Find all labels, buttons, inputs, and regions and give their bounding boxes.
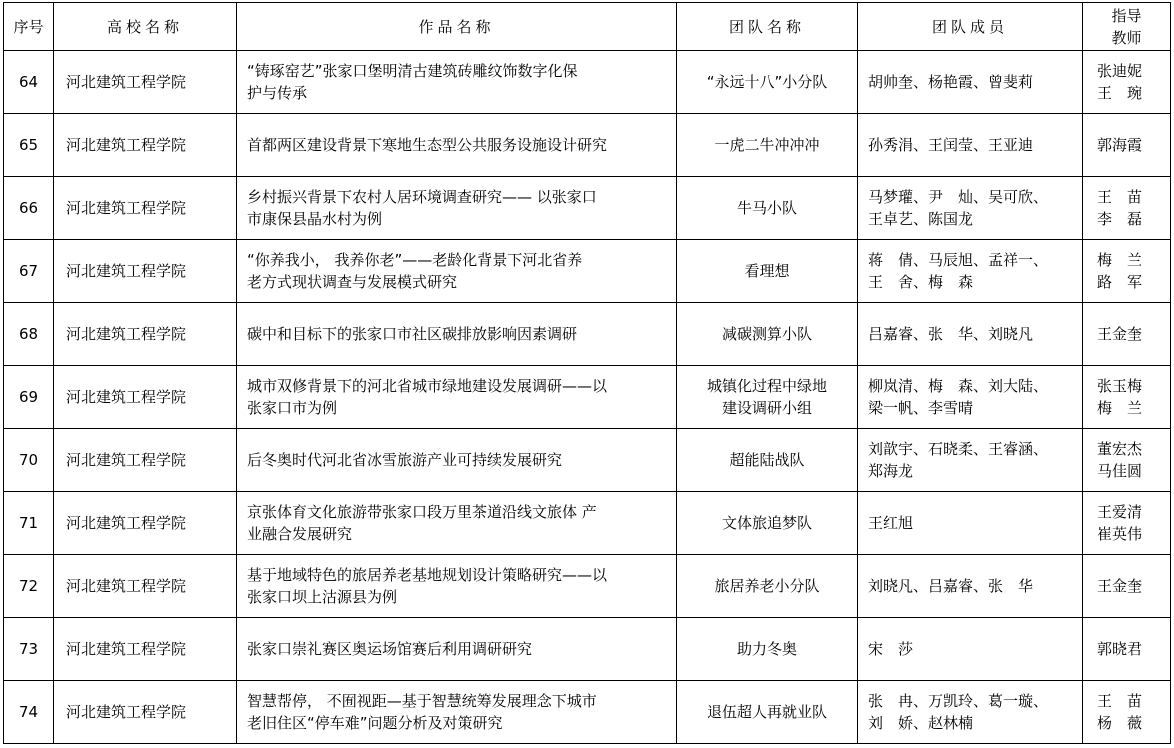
- row-team-name: [677, 177, 858, 240]
- row-work-title-line: “铸琢窑艺”张家口堡明清古建筑砖雕纹饰数字化保: [247, 62, 578, 80]
- table-row: [4, 240, 1171, 303]
- row-members: [858, 303, 1083, 366]
- row-advisor: [1083, 303, 1171, 366]
- row-advisor-line: 张迪妮: [1097, 62, 1143, 80]
- row-school: 河北建筑工程学院: [54, 177, 237, 240]
- row-num: 69: [4, 366, 54, 429]
- row-team-name: [677, 492, 858, 555]
- row-team-name-line: 旅居养老小分队: [714, 577, 820, 595]
- row-work-title: [237, 429, 677, 492]
- row-team-name: [677, 555, 858, 618]
- row-work-title: [237, 114, 677, 177]
- row-team-name-line: “永远十八”小分队: [706, 73, 828, 91]
- row-work-title-line: 老旧住区“停车难”问题分析及对策研究: [247, 714, 503, 732]
- table-row: [4, 492, 1171, 555]
- table-row: [4, 366, 1171, 429]
- row-members-line: 孙秀涓、王闰莹、王亚迪: [868, 136, 1034, 154]
- row-members: [858, 366, 1083, 429]
- row-members: [858, 681, 1083, 744]
- row-num: 71: [4, 492, 54, 555]
- row-num: 68: [4, 303, 54, 366]
- row-advisor: [1083, 177, 1171, 240]
- row-members-line: 胡帅奎、杨艳霞、曾斐莉: [868, 73, 1034, 91]
- row-advisor-line: 李 磊: [1097, 210, 1143, 228]
- row-members-line: 王红旭: [868, 514, 914, 532]
- row-members-line: 刘 娇、赵林楠: [868, 714, 974, 732]
- row-advisor-line: 王 琬: [1097, 84, 1143, 102]
- row-team-name: [677, 51, 858, 114]
- row-advisor: [1083, 618, 1171, 681]
- row-advisor-line: 路 军: [1097, 273, 1143, 291]
- row-team-name: [677, 681, 858, 744]
- header-row: [4, 3, 1171, 51]
- header-num: 序号: [4, 3, 54, 51]
- row-advisor-line: 王 苗: [1097, 188, 1143, 206]
- row-advisor: [1083, 681, 1171, 744]
- table-row: [4, 177, 1171, 240]
- row-team-name: [677, 366, 858, 429]
- row-members: [858, 618, 1083, 681]
- row-advisor-line: 张玉梅: [1097, 377, 1143, 395]
- row-work-title-line: 张家口坝上沽源县为例: [247, 588, 398, 606]
- row-work-title: [237, 492, 677, 555]
- row-team-name: [677, 303, 858, 366]
- table-row: [4, 618, 1171, 681]
- row-advisor-line: 董宏杰: [1097, 440, 1143, 458]
- row-team-name: [677, 240, 858, 303]
- row-members-line: 郑海龙: [868, 462, 914, 480]
- row-advisor-line: 王金奎: [1097, 325, 1143, 343]
- row-work-title-line: 基于地域特色的旅居养老基地规划设计策略研究——以: [247, 566, 608, 584]
- row-school: 河北建筑工程学院: [54, 240, 237, 303]
- row-school: 河北建筑工程学院: [54, 366, 237, 429]
- row-members-line: 王卓艺、陈国龙: [868, 210, 974, 228]
- row-school: 河北建筑工程学院: [54, 555, 237, 618]
- row-advisor: [1083, 240, 1171, 303]
- row-num: 72: [4, 555, 54, 618]
- row-work-title: [237, 618, 677, 681]
- row-advisor-line: 梅 兰: [1097, 399, 1143, 417]
- row-work-title: [237, 240, 677, 303]
- row-members-line: 马梦瓘、尹 灿、吴可欣、: [868, 188, 1049, 206]
- row-work-title: [237, 681, 677, 744]
- table-row: [4, 303, 1171, 366]
- row-work-title: [237, 366, 677, 429]
- row-members-line: 吕嘉睿、张 华、刘晓凡: [868, 325, 1034, 343]
- row-school: 河北建筑工程学院: [54, 51, 237, 114]
- row-team-name-line: 建设调研小组: [721, 399, 812, 417]
- row-advisor: [1083, 366, 1171, 429]
- row-members-line: 宋 莎: [868, 640, 914, 658]
- row-members-line: 刘歆宇、石晓柔、王睿涵、: [868, 440, 1049, 458]
- row-work-title-line: 城市双修背景下的河北省城市绿地建设发展调研——以: [247, 377, 608, 395]
- row-advisor-line: 王 苗: [1097, 692, 1143, 710]
- row-work-title-line: 首都两区建设背景下寒地生态型公共服务设施设计研究: [247, 136, 608, 154]
- header-team: 团队名称: [677, 3, 858, 51]
- row-work-title: [237, 177, 677, 240]
- row-num: 70: [4, 429, 54, 492]
- row-advisor-line: 杨 薇: [1097, 714, 1143, 732]
- row-members-line: 张 冉、万凯玲、葛一璇、: [868, 692, 1049, 710]
- row-school: 河北建筑工程学院: [54, 429, 237, 492]
- row-team-name: [677, 618, 858, 681]
- row-team-name: [677, 114, 858, 177]
- row-advisor: [1083, 114, 1171, 177]
- row-work-title-line: 乡村振兴背景下农村人居环境调查研究—— 以张家口: [247, 188, 597, 206]
- row-members-line: 梁一帆、李雪晴: [868, 399, 974, 417]
- row-team-name-line: 一虎二牛冲冲冲: [714, 136, 820, 154]
- row-work-title-line: 张家口崇礼赛区奥运场馆赛后利用调研研究: [247, 640, 533, 658]
- row-school: 河北建筑工程学院: [54, 618, 237, 681]
- row-advisor: [1083, 492, 1171, 555]
- row-advisor-line: 王爱清: [1097, 503, 1143, 521]
- row-work-title-line: 智慧帮停， 不囿视距—基于智慧统筹发展理念下城市: [247, 692, 597, 710]
- header-members: 团队成员: [858, 3, 1083, 51]
- table-row: [4, 555, 1171, 618]
- row-team-name-line: 城镇化过程中绿地: [706, 377, 827, 395]
- row-advisor-line: 王金奎: [1097, 577, 1143, 595]
- row-work-title-line: 市康保县晶水村为例: [247, 210, 383, 228]
- row-team-name-line: 退伍超人再就业队: [706, 703, 827, 721]
- row-work-title-line: 老方式现状调查与发展模式研究: [247, 273, 458, 291]
- row-work-title-line: 业融合发展研究: [247, 525, 353, 543]
- row-num: 65: [4, 114, 54, 177]
- row-work-title: [237, 555, 677, 618]
- row-work-title-line: 后冬奥时代河北省冰雪旅游产业可持续发展研究: [247, 451, 563, 469]
- row-members-line: 蒋 倩、马辰旭、孟祥一、: [868, 251, 1049, 269]
- row-num: 67: [4, 240, 54, 303]
- row-work-title-line: 护与传承: [247, 84, 308, 102]
- row-num: 74: [4, 681, 54, 744]
- row-work-title-line: “你养我小， 我养你老”——老龄化背景下河北省养: [247, 251, 583, 269]
- table-row: [4, 681, 1171, 744]
- header-advisor: [1083, 3, 1171, 51]
- row-school: 河北建筑工程学院: [54, 681, 237, 744]
- row-team-name: [677, 429, 858, 492]
- row-members: [858, 492, 1083, 555]
- awards-table: [3, 2, 1171, 744]
- row-members-line: 刘晓凡、吕嘉睿、张 华: [868, 577, 1034, 595]
- table-row: [4, 51, 1171, 114]
- row-advisor: [1083, 429, 1171, 492]
- row-num: 66: [4, 177, 54, 240]
- row-work-title-line: 京张体育文化旅游带张家口段万里茶道沿线文旅体 产: [247, 503, 597, 521]
- row-advisor-line: 崔英伟: [1097, 525, 1143, 543]
- row-school: 河北建筑工程学院: [54, 492, 237, 555]
- header-work: 作品名称: [237, 3, 677, 51]
- row-team-name-line: 超能陆战队: [729, 451, 805, 469]
- row-members: [858, 177, 1083, 240]
- row-work-title: [237, 303, 677, 366]
- row-team-name-line: 牛马小队: [736, 199, 797, 217]
- row-members: [858, 51, 1083, 114]
- row-advisor-line: 马佳圆: [1097, 462, 1143, 480]
- row-work-title: [237, 51, 677, 114]
- row-advisor: [1083, 51, 1171, 114]
- row-advisor-line: 梅 兰: [1097, 251, 1143, 269]
- row-team-name-line: 看理想: [744, 262, 790, 280]
- row-num: 64: [4, 51, 54, 114]
- row-members-line: 柳岚清、梅 森、刘大陆、: [868, 377, 1049, 395]
- row-work-title-line: 张家口市为例: [247, 399, 338, 417]
- row-members-line: 王 舍、梅 森: [868, 273, 974, 291]
- row-team-name-line: 减碳测算小队: [721, 325, 812, 343]
- row-members: [858, 240, 1083, 303]
- row-members: [858, 114, 1083, 177]
- row-advisor-line: 郭海霞: [1097, 136, 1143, 154]
- header-advisor-line2: 教师: [1111, 28, 1142, 47]
- row-school: 河北建筑工程学院: [54, 114, 237, 177]
- row-team-name-line: 文体旅追梦队: [721, 514, 812, 532]
- header-school: 高校名称: [54, 3, 237, 51]
- row-num: 73: [4, 618, 54, 681]
- row-advisor-line: 郭晓君: [1097, 640, 1143, 658]
- row-members: [858, 429, 1083, 492]
- row-team-name-line: 助力冬奥: [736, 640, 797, 658]
- row-members: [858, 555, 1083, 618]
- row-work-title-line: 碳中和目标下的张家口市社区碳排放影响因素调研: [247, 325, 578, 343]
- row-advisor: [1083, 555, 1171, 618]
- header-advisor-line1: 指导: [1111, 6, 1142, 25]
- table-row: [4, 114, 1171, 177]
- table-row: [4, 429, 1171, 492]
- row-school: 河北建筑工程学院: [54, 303, 237, 366]
